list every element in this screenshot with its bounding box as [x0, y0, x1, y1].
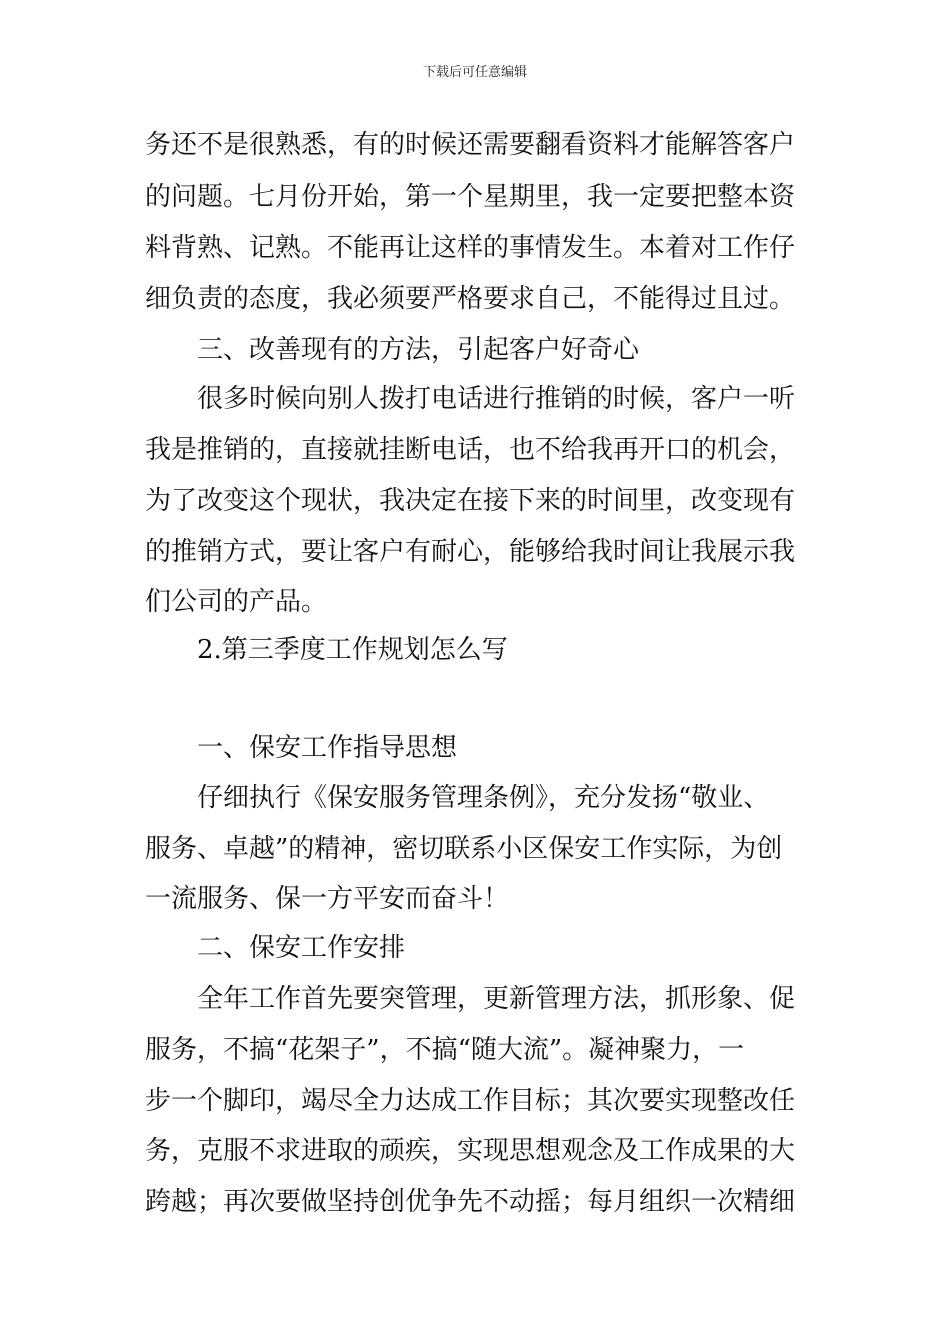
- body-line-8: 为了改变这个现状，我决定在接下来的时间里，改变现有: [145, 486, 796, 516]
- body-line-15: 一流服务、保一方平安而奋斗！: [145, 884, 510, 914]
- body-line-9: 的推销方式，要让客户有耐心，能够给我时间让我展示我: [145, 537, 796, 567]
- body-line-17: 全年工作首先要突管理，更新管理方法，抓形象、促: [197, 984, 796, 1014]
- body-line-20: 务，克服不求进取的顽疾，实现思想观念及工作成果的大: [145, 1136, 796, 1166]
- body-line-18: 服务，不搞“花架子”，不搞“随大流”。凝神聚力，一: [145, 1035, 745, 1065]
- body-line-21: 跨越；再次要做坚持创优争先不动摇；每月组织一次精细: [145, 1187, 796, 1217]
- section-heading-2: 二、保安工作安排: [197, 933, 406, 963]
- body-line-1: 务还不是很熟悉，有的时候还需要翻看资料才能解答客户: [145, 130, 796, 160]
- document-subtitle: 2.第三季度工作规划怎么写: [197, 635, 508, 665]
- section-heading-1: 一、保安工作指导思想: [197, 733, 458, 763]
- body-line-6: 很多时候向别人拨打电话进行推销的时候，客户一听: [197, 384, 796, 414]
- body-line-14: 服务、卓越”的精神，密切联系小区保安工作实际，为创: [145, 834, 783, 864]
- body-line-13: 仔细执行《保安服务管理条例》，充分发扬“敬业、: [197, 783, 770, 813]
- body-line-7: 我是推销的，直接就挂断电话，也不给我再开口的机会，: [145, 435, 796, 465]
- body-line-3: 料背熟、记熟。不能再让这样的事情发生。本着对工作仔: [145, 233, 796, 263]
- section-heading-3: 三、改善现有的方法，引起客户好奇心: [197, 335, 640, 365]
- body-line-2: 的问题。七月份开始，第一个星期里，我一定要把整本资: [145, 182, 796, 212]
- body-line-4: 细负责的态度，我必须要严格要求自己，不能得过且过。: [145, 284, 796, 314]
- body-line-10: 们公司的产品。: [145, 587, 328, 617]
- page-header-note: 下载后可任意编辑: [422, 65, 527, 80]
- body-line-19: 步一个脚印，竭尽全力达成工作目标；其次要实现整改任: [145, 1086, 796, 1116]
